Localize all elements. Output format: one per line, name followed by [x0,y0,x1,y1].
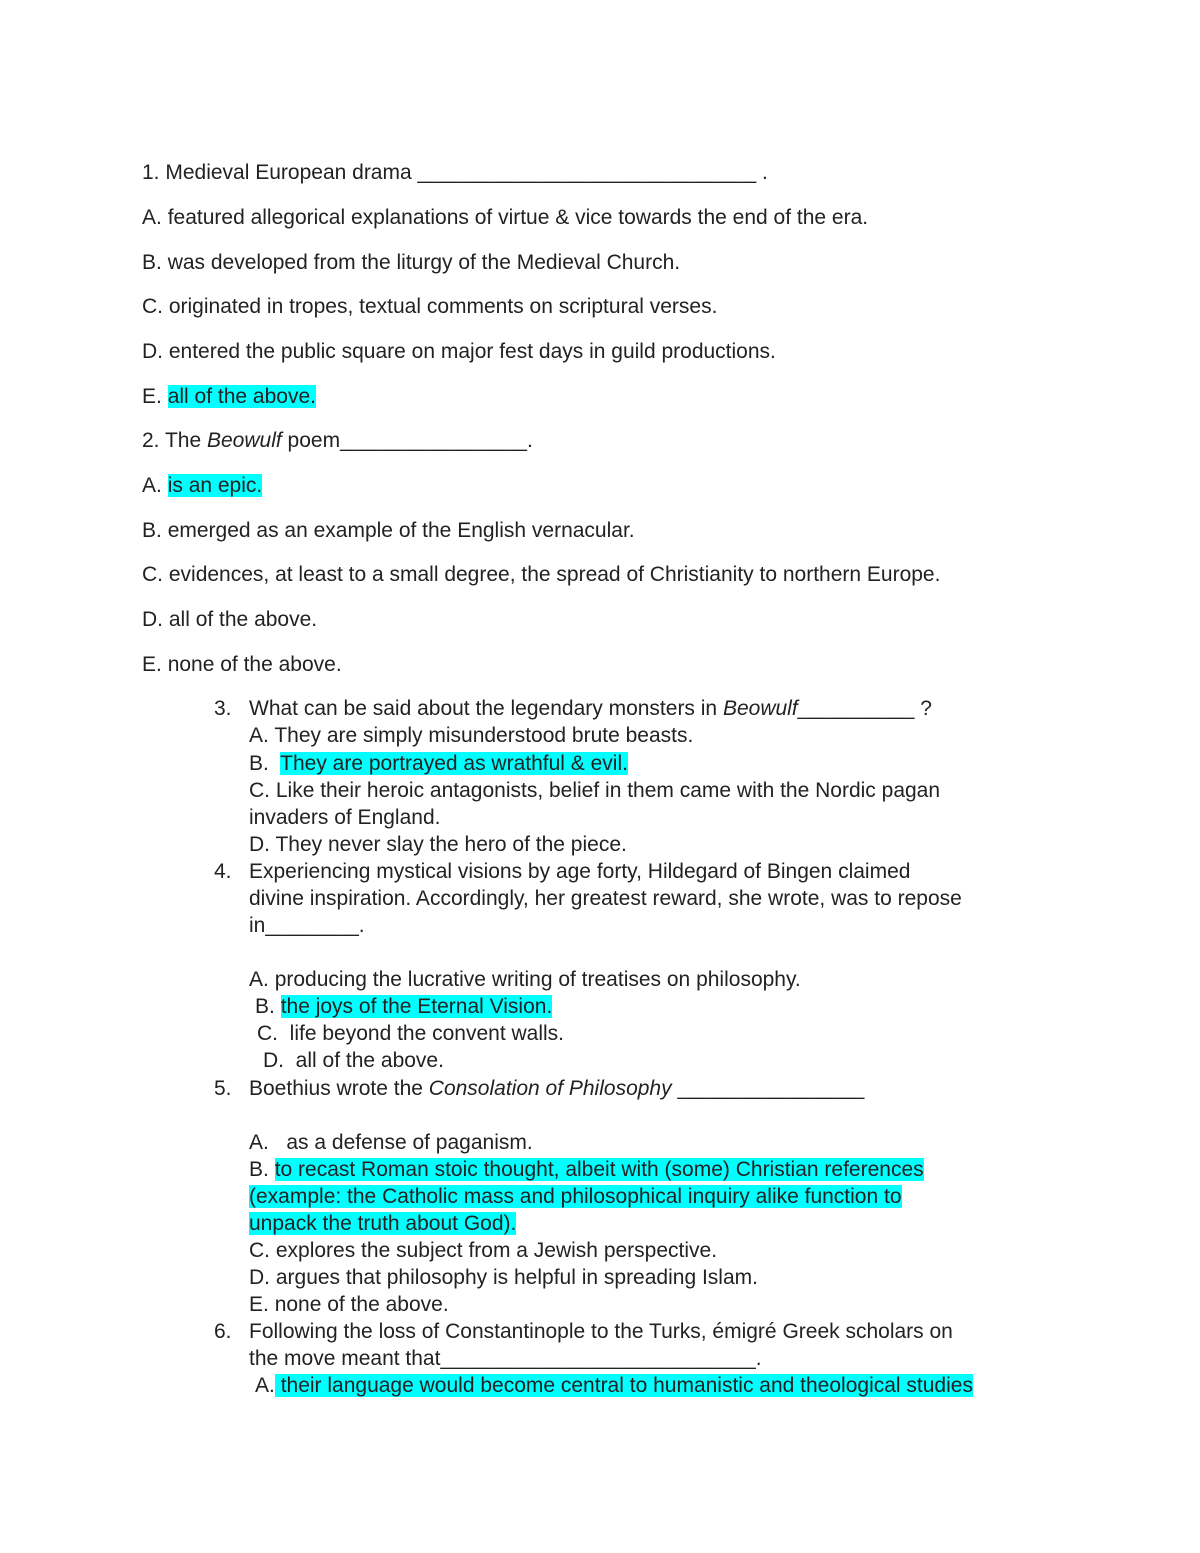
option-letter: C. [142,295,163,318]
q3-stem-italic: Beowulf [722,697,798,720]
option-letter: E. [142,653,162,676]
highlighted-answer: They are portrayed as wrathful & evil. [280,752,628,775]
option-letter: A. [249,1131,269,1154]
q5-option-d [249,1265,758,1291]
option-text: producing the lucrative writing of treatises on philosophy. [274,968,801,991]
q1-blank: _____________________________ [417,161,757,184]
q1-option-d [142,339,776,365]
q2-stem-text: 2. The [142,429,207,452]
option-text: emerged as an example of the English vernacular. [167,519,635,542]
q2-option-b [142,518,635,544]
q3-option-a [249,723,693,749]
q6-stem-line1: Following the loss of Constantinople to the Turks, émigré Greek scholars on [249,1320,953,1343]
q5-option-e [249,1292,449,1318]
q4-stem-line3: in________. [249,914,365,937]
highlighted-answer: (example: the Catholic mass and philosophical inquiry alike function to [249,1185,902,1208]
option-text: explores the subject from a Jewish perspective. [275,1239,718,1262]
q3-option-d [249,832,627,858]
q1-stem-text: 1. Medieval European drama [142,161,418,184]
q2-option-d [142,607,317,633]
q2-stem-italic: Beowulf [207,429,282,452]
option-letter: D. [249,1266,270,1289]
q2-stem [142,428,533,454]
option-text: originated in tropes, textual comments on scriptural verses. [168,295,718,318]
q5-option-b [249,1157,924,1183]
highlighted-answer: is an epic. [167,474,263,497]
q1-option-e [142,384,316,410]
option-text: evidences, at least to a small degree, the spread of Christianity to northern Europe. [168,563,941,586]
option-text: They are simply misunderstood brute beasts. [274,724,694,747]
option-text: argues that philosophy is helpful in spreading Islam. [275,1266,758,1289]
q1-option-b [142,250,680,276]
option-letter: C. [142,563,163,586]
q5-option-a [249,1130,533,1156]
q4-option-b [255,994,552,1020]
q5-stem-suffix: ________________ [671,1077,865,1100]
q6-stem-line2: the move meant that___________________________. [249,1347,762,1370]
q6-option-a [255,1373,973,1399]
option-letter: A. [249,968,269,991]
q5-option-b-cont2 [249,1211,516,1237]
q1-stem-suffix: . [756,161,768,184]
option-letter: D. [142,340,163,363]
option-text: entered the public square on major fest days in guild productions. [168,340,776,363]
q3-option-c-cont: invaders of England. [249,806,441,829]
q4-option-d [263,1048,444,1074]
q3-number: 3. [214,697,232,720]
q1-option-a [142,205,868,231]
q5-stem-italic: Consolation of Philosophy [428,1077,672,1100]
option-text: as a defense of paganism. [286,1131,533,1154]
option-text: life beyond the convent walls. [289,1022,565,1045]
q5-stem-text: Boethius wrote the [249,1077,429,1100]
option-text: They never slay the hero of the piece. [275,833,627,856]
option-text: their language would become central to humanistic and theological studies [280,1374,973,1397]
q2-option-c [142,562,940,588]
q5-stem [249,1076,864,1102]
highlighted-answer [275,1374,973,1397]
option-text: featured allegorical explanations of virtue & vice towards the end of the era. [167,206,869,229]
option-text: all of the above. [168,608,318,631]
option-text: all of the above. [295,1049,444,1072]
q1-option-c [142,294,717,320]
option-letter: C. [249,1239,270,1262]
q3-stem-suffix: __________ ? [797,697,932,720]
q4-stem-line2: divine inspiration. Accordingly, her greatest reward, she wrote, was to repose [249,887,962,910]
option-letter: B. [249,752,269,775]
option-text: none of the above. [167,653,342,676]
option-letter: B. [255,995,275,1018]
option-letter: B. [142,519,162,542]
option-text: Like their heroic antagonists, belief in them came with the Nordic pagan [275,779,941,802]
q6-number: 6. [214,1320,232,1343]
q5-option-b-cont1 [249,1184,902,1210]
q3-option-c [249,778,940,804]
q5-number: 5. [214,1077,232,1100]
option-letter: A. [142,474,162,497]
q2-stem-suffix: poem________________. [281,429,533,452]
option-letter: E. [249,1293,269,1316]
q4-option-c [257,1021,564,1047]
option-letter: D. [142,608,163,631]
highlighted-answer: the joys of the Eternal Vision. [280,995,553,1018]
q2-option-e [142,652,342,678]
option-letter: A. [142,206,162,229]
q5-option-c [249,1238,717,1264]
q4-stem-line1: Experiencing mystical visions by age forty, Hildegard of Bingen claimed [249,860,911,883]
option-letter: A. [249,724,269,747]
option-text: none of the above. [274,1293,449,1316]
q4-option-a [249,967,801,993]
option-letter: C. [257,1022,278,1045]
option-letter: B. [249,1158,269,1181]
option-letter: B. [142,251,162,274]
option-letter: D. [263,1049,284,1072]
option-letter: C. [249,779,270,802]
q1-stem [142,160,768,186]
option-text: was developed from the liturgy of the Medieval Church. [167,251,681,274]
q3-stem [249,696,932,722]
option-letter: A. [255,1374,275,1397]
option-letter: D. [249,833,270,856]
q4-number: 4. [214,860,232,883]
option-letter: E. [142,385,162,408]
highlighted-answer: all of the above. [167,385,316,408]
q3-option-b [249,751,628,777]
highlighted-answer: unpack the truth about God). [249,1212,517,1235]
q3-stem-text: What can be said about the legendary monsters in [249,697,723,720]
highlighted-answer: to recast Roman stoic thought, albeit with (some) Christian references [274,1158,924,1181]
q2-option-a [142,473,262,499]
